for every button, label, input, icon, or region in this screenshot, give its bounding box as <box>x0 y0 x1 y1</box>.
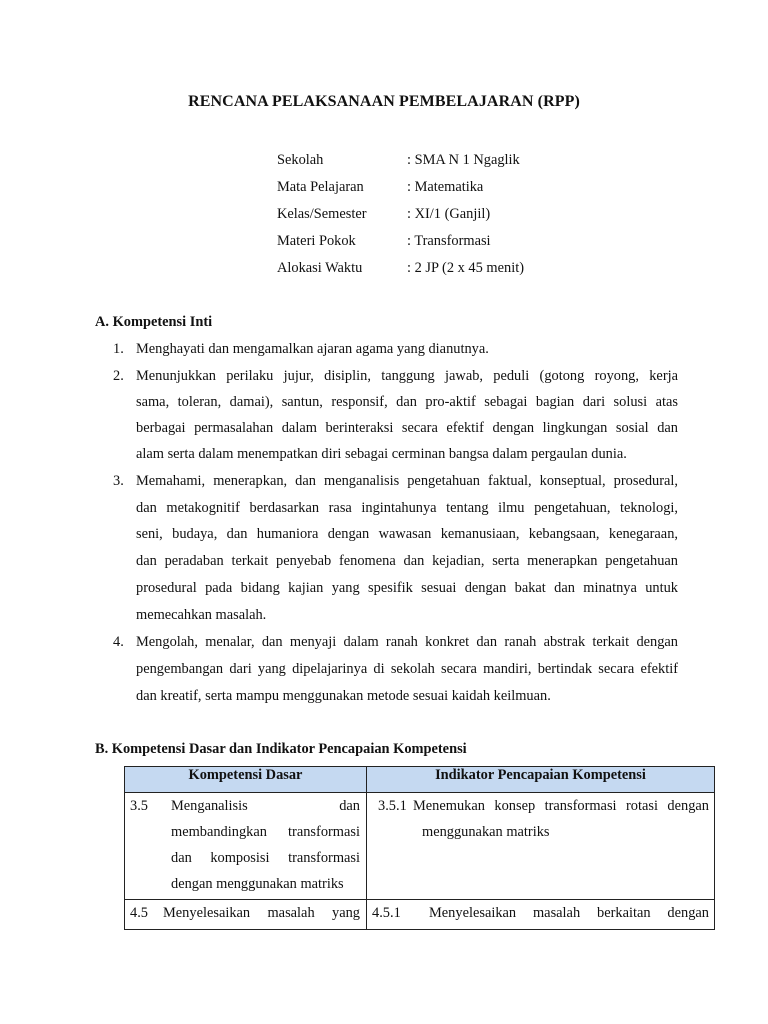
list-item-number: 2. <box>113 368 124 384</box>
ipk-line: Menyelesaikan masalah berkaitan dengan <box>429 905 709 921</box>
page-title: RENCANA PELAKSANAAN PEMBELAJARAN (RPP) <box>188 93 580 110</box>
list-item-number: 1. <box>113 341 124 357</box>
info-label-class: Kelas/Semester <box>277 206 367 222</box>
list-item-line: Memahami, menerapkan, dan menganalisis pengetahuan faktual, konseptual, prosedural, <box>136 473 678 489</box>
list-item-line: sama, toleran, damai), santun, responsif, dan pro-aktif sebagai bagian dari solusi atas <box>136 394 678 410</box>
ipk-number: 3.5.1 <box>378 798 407 814</box>
table-row <box>125 793 715 900</box>
list-item-line: Menunjukkan perilaku jujur, disiplin, tanggung jawab, peduli (gotong royong, kerja <box>136 368 678 384</box>
competency-table <box>124 766 715 930</box>
list-item-line: Menghayati dan mengamalkan ajaran agama yang dianutnya. <box>136 341 489 357</box>
list-item-line: pengembangan dari yang dipelajarinya di sekolah secara mandiri, bertindak secara efektif <box>136 661 678 677</box>
table-cell-ipk <box>367 793 715 900</box>
info-label-subject: Mata Pelajaran <box>277 179 364 195</box>
kd-line: membandingkan transformasi <box>171 824 360 840</box>
kd-line: Menyelesaikan masalah yang <box>163 905 360 921</box>
list-item-line: dan kreatif, serta mampu menggunakan metode sesuai kaidah keilmuan. <box>136 688 551 704</box>
list-item-line: dan metakognitif berdasarkan rasa ingintahunya tentang ilmu pengetahuan, teknologi, <box>136 500 678 516</box>
column-header-kd: Kompetensi Dasar <box>125 767 367 793</box>
list-item-line: seni, budaya, dan humaniora dengan wawasan kemanusiaan, kebangsaan, kenegaraan, <box>136 526 678 542</box>
table-row <box>125 900 715 930</box>
info-label-topic: Materi Pokok <box>277 233 356 249</box>
kd-number: 4.5 <box>130 905 148 921</box>
kd-line: dengan menggunakan matriks <box>171 876 344 892</box>
section-b-heading: B. Kompetensi Dasar dan Indikator Pencapaian Kompetensi <box>95 741 467 757</box>
table-cell-kd <box>125 793 367 900</box>
ipk-number: 4.5.1 <box>372 905 401 921</box>
info-value-school: : SMA N 1 Ngaglik <box>407 152 520 168</box>
info-label-school: Sekolah <box>277 152 324 168</box>
list-item-line: berbagai permasalahan dalam berinteraksi secara efektif dengan lingkungan sosial dan <box>136 420 678 436</box>
info-value-time: : 2 JP (2 x 45 menit) <box>407 260 524 276</box>
list-item-line: prosedural pada bidang kajian yang spesifik sesuai dengan bakat dan minatnya untuk <box>136 580 678 596</box>
kd-line: Menganalisis dan <box>171 798 360 814</box>
list-item-line: dan peradaban terkait penyebab fenomena dan kejadian, serta menerapkan pengetahuan <box>136 553 678 569</box>
info-value-class: : XI/1 (Ganjil) <box>407 206 491 222</box>
table-cell-kd <box>125 900 367 930</box>
info-value-subject: : Matematika <box>407 179 484 195</box>
kd-line: dan komposisi transformasi <box>171 850 360 866</box>
info-label-time: Alokasi Waktu <box>277 260 363 276</box>
info-value-topic: : Transformasi <box>407 233 491 249</box>
section-a-heading: A. Kompetensi Inti <box>95 314 213 330</box>
column-header-ipk: Indikator Pencapaian Kompetensi <box>367 767 715 793</box>
ipk-line: menggunakan matriks <box>422 824 550 840</box>
list-item-number: 4. <box>113 634 124 650</box>
ipk-line: Menemukan konsep transformasi rotasi dengan <box>413 798 709 814</box>
list-item-line: memecahkan masalah. <box>136 607 267 623</box>
list-item-number: 3. <box>113 473 124 489</box>
table-cell-ipk <box>367 900 715 930</box>
table-header-row <box>125 767 715 793</box>
list-item-line: Mengolah, menalar, dan menyaji dalam ranah konkret dan ranah abstrak terkait dengan <box>136 634 678 650</box>
kd-number: 3.5 <box>130 798 148 814</box>
list-item-line: alam serta dalam menempatkan diri sebagai cerminan bangsa dalam pergaulan dunia. <box>136 446 627 462</box>
